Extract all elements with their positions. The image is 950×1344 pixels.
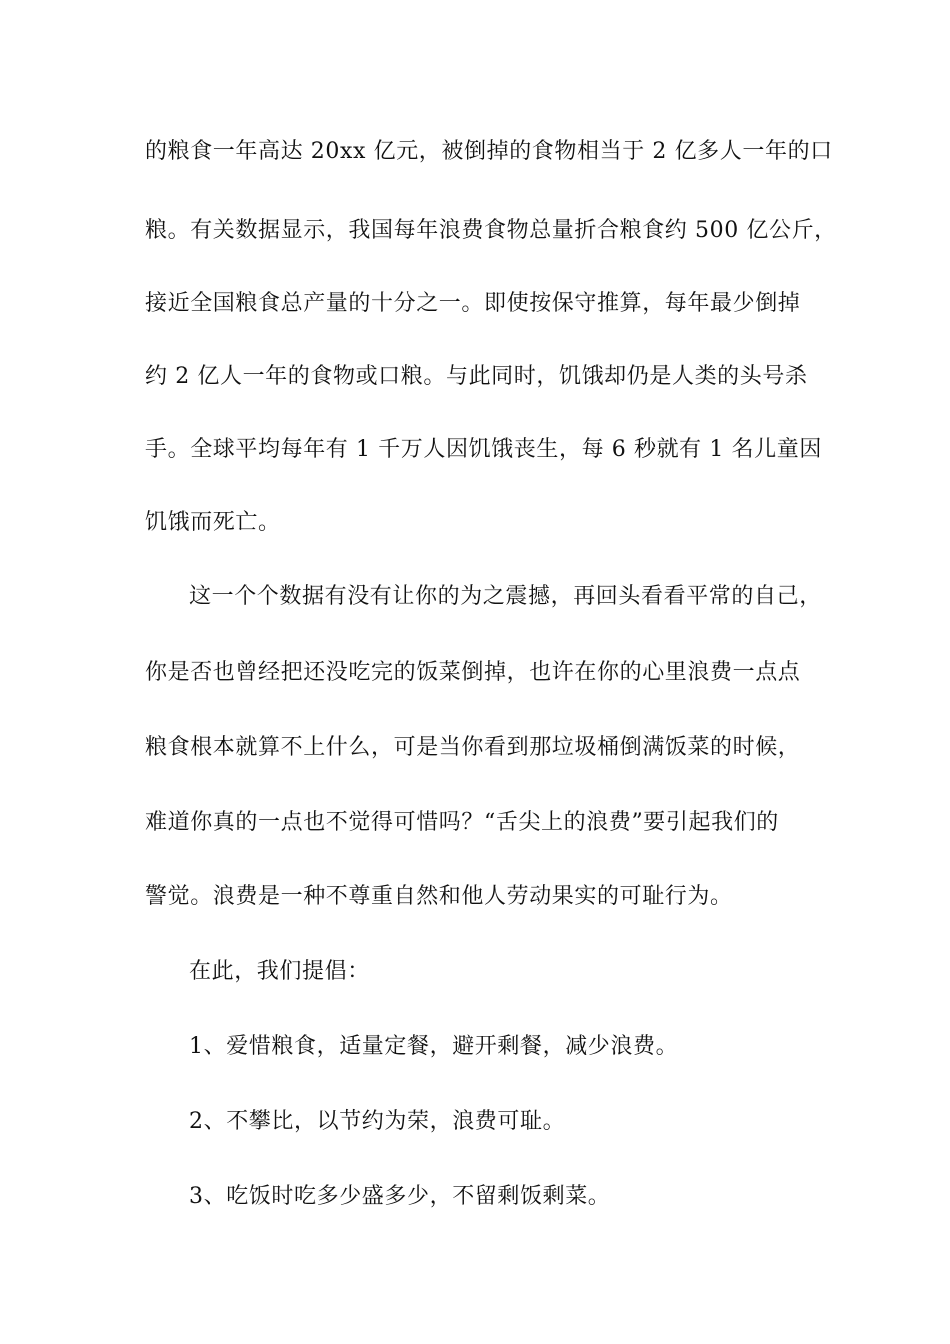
paragraph-line: 粮。有关数据显示，我国每年浪费食物总量折合粮食约 500 亿公斤， [145, 218, 837, 243]
paragraph-line: 这一个个数据有没有让你的为之震撼，再回头看看平常的自己， [189, 584, 822, 609]
paragraph-line: 的粮食一年高达 20xx 亿元，被倒掉的食物相当于 2 亿多人一年的口 [145, 139, 833, 164]
list-item: 3、吃饭时吃多少盛多少，不留剩饭剩菜。 [189, 1184, 611, 1209]
paragraph-line: 手。全球平均每年有 1 千万人因饥饿丧生，每 6 秒就有 1 名儿童因 [145, 437, 822, 462]
paragraph-line: 在此，我们提倡： [189, 959, 370, 984]
paragraph-line: 接近全国粮食总产量的十分之一。即使按保守推算，每年最少倒掉 [145, 291, 801, 316]
paragraph-line: 饥饿而死亡。 [145, 510, 281, 535]
paragraph-line: 警觉。浪费是一种不尊重自然和他人劳动果实的可耻行为。 [145, 884, 733, 909]
paragraph-line: 你是否也曾经把还没吃完的饭菜倒掉，也许在你的心里浪费一点点 [145, 660, 801, 685]
paragraph-line: 难道你真的一点也不觉得可惜吗？“舌尖上的浪费”要引起我们的 [145, 810, 779, 835]
paragraph-line: 约 2 亿人一年的食物或口粮。与此同时，饥饿却仍是人类的头号杀 [145, 364, 808, 389]
paragraph-line: 粮食根本就算不上什么，可是当你看到那垃圾桶倒满饭菜的时候， [145, 735, 801, 760]
list-item: 2、不攀比，以节约为荣，浪费可耻。 [189, 1109, 566, 1134]
list-item: 1、爱惜粮食，适量定餐，避开剩餐，减少浪费。 [189, 1034, 679, 1059]
